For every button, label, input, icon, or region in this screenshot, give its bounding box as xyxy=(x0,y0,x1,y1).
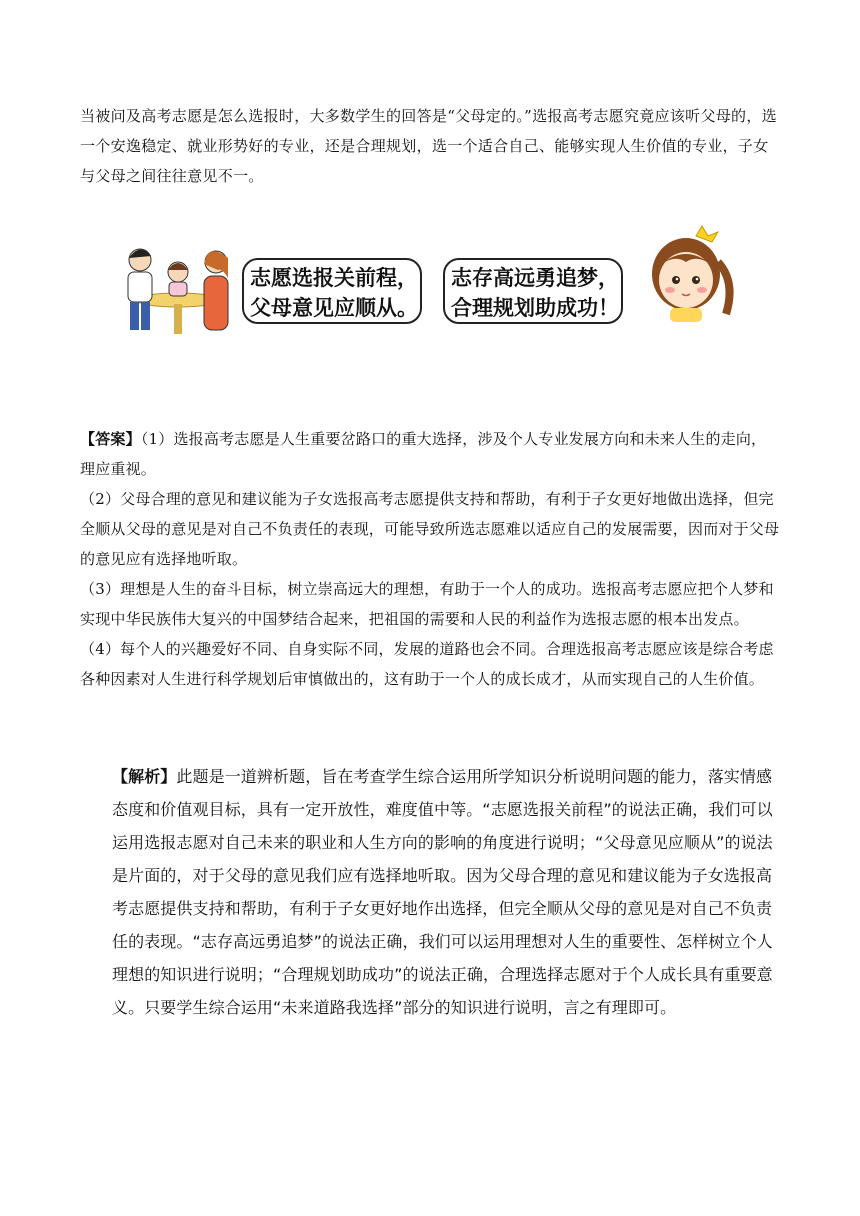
analysis-paragraph xyxy=(80,760,786,1024)
family-illustration xyxy=(118,238,236,338)
answer-point-4: （4）每个人的兴趣爱好不同、自身实际不同，发展的道路也会不同。合理选报高考志愿应该是综合考虑各种因素对人生进行科学规划后审慎做出的，这有助于一个人的成长成才，从而实现自己的人生价值。 xyxy=(80,640,774,688)
answer-tag: 【答案】 xyxy=(80,430,141,448)
bubble-left-line-1: 志愿选报关前程， xyxy=(250,265,418,290)
answer-point-1 xyxy=(80,424,780,484)
bubble-right-line-1: 志存高远勇追梦， xyxy=(451,265,619,290)
analysis-section xyxy=(80,760,786,1024)
illustration xyxy=(118,238,726,338)
speech-bubble-left xyxy=(242,258,422,324)
analysis-text: 此题是一道辨析题，旨在考查学生综合运用所学知识分析说明问题的能力，落实情感态度和价值观目标，具有一定开放性，难度值中等。“志愿选报关前程”的说法正确，我们可以运用选报志愿对自己未来的职业和人生方向的影响的角度进行说明；“父母意见应顺从”的说法是片面的，对于父母的意见我们应有选择地听取。因为父母合理的意见和建议能为子女选报高考志愿提供支持和帮助，有利于子女更好地作出选择，但完全顺从父母的意见是对自己不负责任的表现。“志存高远勇追梦”的说法正确，我们可以运用理想对人生的重要性、怎样树立个人理想的知识进行说明；“合理规划助成功”的说法正确，合理选择志愿对于个人成长具有重要意义。只要学生综合运用“未来道路我选择”部分的知识进行说明，言之有理即可。 xyxy=(112,767,773,1017)
answer-point-1-text: （1）选报高考志愿是人生重要岔路口的重大选择，涉及个人专业发展方向和未来人生的走向，理应重视。 xyxy=(80,430,767,478)
answer-section xyxy=(80,424,780,694)
speech-bubble-right xyxy=(443,258,623,324)
answer-point-3: （3）理想是人生的奋斗目标，树立崇高远大的理想，有助于一个人的成功。选报高考志愿应把个人梦和实现中华民族伟大复兴的中国梦结合起来，把祖国的需要和人民的利益作为选报志愿的根本出发点。 xyxy=(80,580,774,628)
answer-point-2: （2）父母合理的意见和建议能为子女选报高考志愿提供支持和帮助，有利于子女更好地做出选择，但完全顺从父母的意见是对自己不负责任的表现，可能导致所选志愿难以适应自己的发展需要，因而对于父母的意见应有选择地听取。 xyxy=(80,490,780,568)
bubble-right-line-2: 合理规划助成功！ xyxy=(451,295,619,320)
girl-illustration xyxy=(646,222,736,322)
intro-paragraph xyxy=(80,101,782,191)
analysis-tag: 【解析】 xyxy=(112,767,177,786)
bubble-left-line-2: 父母意见应顺从。 xyxy=(250,295,418,320)
intro-text: 当被问及高考志愿是怎么选报时，大多数学生的回答是“父母定的。”选报高考志愿究竟应该听父母的，选一个安逸稳定、就业形势好的专业，还是合理规划，选一个适合自己、能够实现人生价值的专业，子女与父母之间往往意见不一。 xyxy=(80,107,777,185)
